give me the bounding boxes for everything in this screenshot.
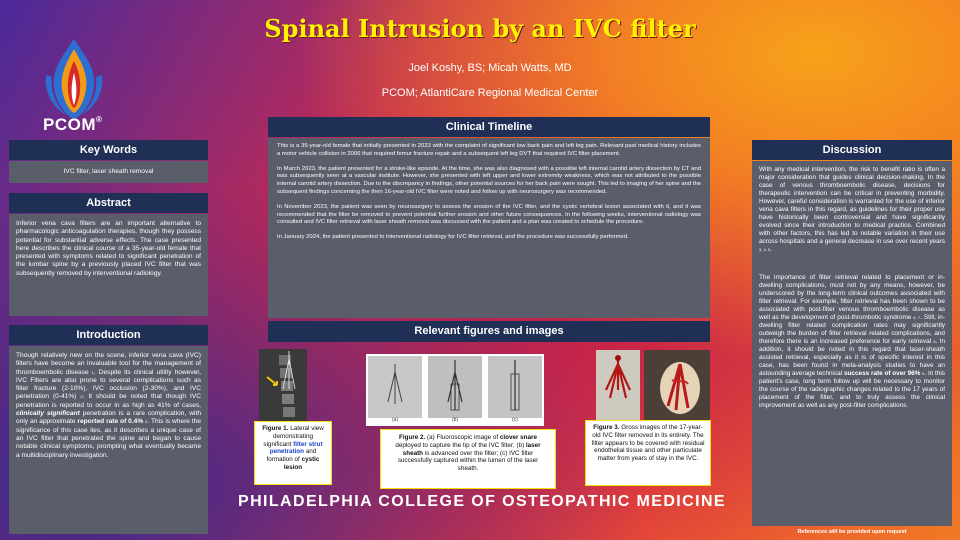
timeline-paragraph-4: In January 2024, the patient presented to interventional radiology for IVC filter retrieval, and the procedure was successfully performed. <box>277 234 629 241</box>
key-words-heading: Key Words <box>9 140 208 160</box>
timeline-paragraph-1: This is a 35-year-old female that initially presented in 2023 with the complaint of significant low back pain and left leg pain. Relevant past medical history includes a motor vehicle collision in 2006 that required femur fracture repair and a subsequent left leg DVT that required IVC filter placement. <box>277 143 701 157</box>
logo-registered-mark: ® <box>96 115 103 124</box>
references-note: References will be provided upon request <box>797 529 907 535</box>
figure-2-panel-c-label: (c) <box>512 417 518 423</box>
figures-heading: Relevant figures and images <box>268 321 710 342</box>
clinical-timeline-heading: Clinical Timeline <box>268 117 710 137</box>
figure-2-panel-a-label: (a) <box>392 417 399 423</box>
key-words-text: IVC filter, laser sheath removal <box>63 168 154 175</box>
abstract-text: Inferior vena cava filters are an important alternative to pharmacologic anticoagulation therapies, though they possess potential for substantial adverse effects. The case presented here describes the clinical course of a 35-year-old female that presented with symptoms related to significant penetration of the lumbar spine by a previously placed IVC filter that was subsequently removed by interventional radiology. <box>16 220 201 277</box>
timeline-paragraph-2: In March 2023, the patient presented for a stroke-like episode. At the time, she was also diagnosed with a possible left internal carotid artery dissection by CT and was subsequently seen at a vascular institute. However, she presented with left upper and lower extremity weakness, which was not attributed to the possible internal carotid artery dissection. Due to the discrepancy in findings, other potential sources for her back pain were sought. This led to imaging of her spine and the subsequent findings concerning the then 16-year-old IVC filter were noted and follow up with neurosurgery was recommended. <box>277 165 701 195</box>
introduction-panel: Though relatively new on the scene, inferior vena cava (IVC) filters have become an invaluable tool for the management of thromboembolic disease $^1$. Despite its clinical utility however, IVC Filters are also prone to several complications such as filter fracture (2-10%), IVC occlusion (2-30%), and IVC penetration (0-41%) $^2$. It should be noted that though IVC penetration is reported to occur in as high as 41% of cases, clinically significant penetration is a rare complication, with only an approximate reported rate of 0.4% $^2$. This is where the significance of this case lies, as it describes a unique case of an IVC filter that penetrated the spine and began to cause notable clinical symptoms, prompting what eventually became a multidisciplinary investigation. <box>9 346 208 534</box>
discussion-panel <box>752 161 952 526</box>
logo-text: PCOM <box>43 115 96 134</box>
figure-3-caption: Figure 3. Gross images of the 17-year-old IVC filter removed in its entirety. The filter appears to be covered with residual endothelial tissue and other particulate matter from years of stay in the IVC. <box>585 420 711 486</box>
college-banner: PHILADELPHIA COLLEGE OF OSTEOPATHIC MEDICINE <box>238 493 726 510</box>
figure-3-image-a <box>596 350 640 420</box>
timeline-paragraph-3: In November 2023, the patient was seen by neurosurgery to assess the erosion of the IVC filter, and the cystic vertebral lesion associated with it, and it was recommended that the filter be removed to prevent potential further erosion and other future consequences. In the following weeks, interventional radiology was consulted and IVC filter retrieval with laser sheath removal was discussed with the patient and a plan was created to schedule the procedure. <box>277 203 701 226</box>
pcom-logo <box>34 35 114 135</box>
figure-2-image <box>366 354 544 426</box>
poster-title: Spinal Intrusion by an IVC filter <box>264 14 696 43</box>
figure-2-caption: Figure 2. (a) Fluoroscopic image of clover snare deployed to capture the tip of the IVC filter; (b) laser sheath is advanced over the filter; (c) IVC filter successfully captured within the lumen of the laser sheath. <box>380 429 556 489</box>
figure-2-panel-b-label: (b) <box>452 417 459 423</box>
discussion-heading: Discussion <box>752 140 952 160</box>
discussion-paragraph-2: The importance of filter retrieval related to placement or in-dwelling complications, must not by any means, however, be underscored by the long-term clinical outcomes associated with filter retrieval. For example, filter retrieval has been shown to be associated with post-filter venous thromboembolic disease as well as the development of post-thrombotic syndrome $^{6, 7}$. Still, in-dwelling filter related complication rates may significantly outweigh the burden of filter retrieval related complications, and therefore there is an increased preference for early retrieval $^8$. In addition, it should be noted in this regard that laser-sheath assisted retrieval, especially as it is of specific interest in this case, has been found in meta-analysis studies to have an astounding average technical success rate of over 96% $^9$. In this patient's case, long term follow up will be necessary to monitor the course of the radiographic changes related to the 17 years of placement of the filter, and to truly assess the clinical improvement as well as any post-filter complications. <box>759 274 946 409</box>
introduction-heading: Introduction <box>9 325 208 345</box>
authors: Joel Koshy, BS; Micah Watts, MD <box>408 62 572 74</box>
figure-1-image <box>259 349 307 421</box>
figure-1-caption: Figure 1. Lateral view demonstrating significant filter strut penetration and formation of cystic lesion <box>254 421 332 485</box>
flame-icon <box>34 35 114 125</box>
clinical-timeline-panel <box>268 138 710 318</box>
abstract-panel <box>9 214 208 316</box>
key-words-panel <box>9 161 208 183</box>
affiliation: PCOM; AtlantiCare Regional Medical Center <box>381 87 599 99</box>
abstract-heading: Abstract <box>9 193 208 213</box>
discussion-paragraph-1: With any medical intervention, the risk to benefit ratio is often a major consideration that guides clinical decision-making. In the case of venous thromboembolic disease, decisions for therapeutic intervention can be critical in preventing morbidity. However, careful consideration is warranted for the use of inferior vena cava filters in this regard, as guidelines for their proper use have historically been controversial and have significantly evolved since their introduction to medical practice. Combined with other factors, this has led to notable variation in their use across hospitals and a general decrease in use over recent years $^{3, 4, 5}$. <box>759 166 945 253</box>
figure-3-image-b <box>644 350 710 420</box>
